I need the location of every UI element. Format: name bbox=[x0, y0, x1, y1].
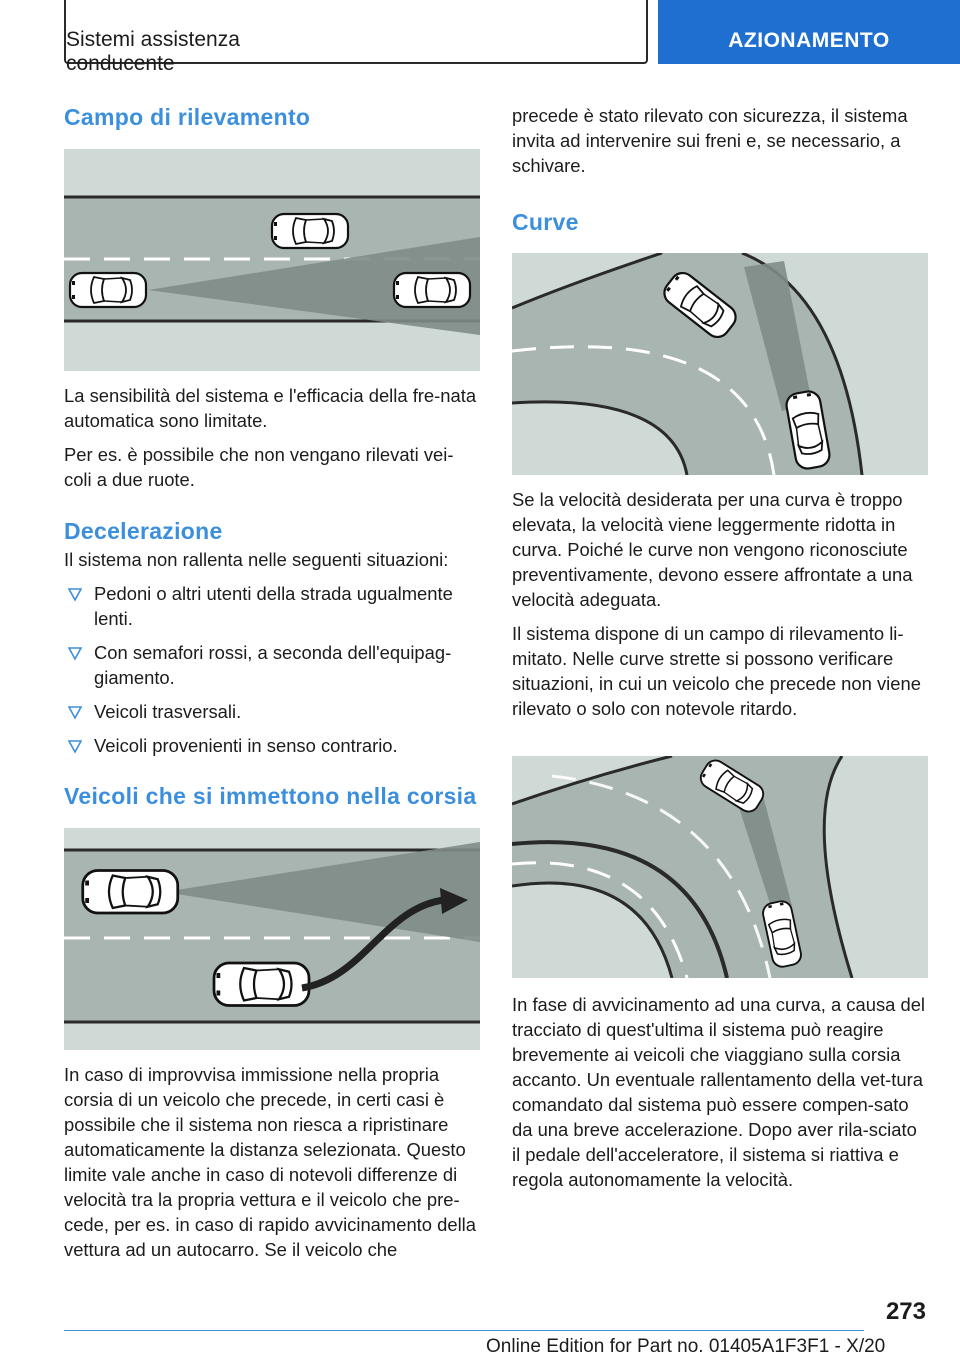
paragraph-continuation: precede è stato rilevato con sicurezza, il sistema invita ad intervenire sui freni e, se necessario, a schivare. bbox=[512, 105, 908, 176]
heading-veicoli-immettono: Veicoli che si immettono nella corsia bbox=[64, 783, 477, 810]
triangle-bullet-icon bbox=[68, 703, 82, 721]
figure-curve-adjacent bbox=[512, 756, 928, 978]
footer-divider bbox=[64, 1330, 864, 1331]
heading-curve: Curve bbox=[512, 209, 579, 235]
figure-curve-tight bbox=[512, 253, 928, 475]
heading-campo-rilevamento: Campo di rilevamento bbox=[64, 104, 311, 130]
triangle-bullet-icon bbox=[68, 585, 82, 603]
list-item: Pedoni o altri utenti della strada ugualmente lenti. bbox=[64, 581, 480, 631]
chapter-tab[interactable]: AZIONAMENTO bbox=[658, 0, 960, 64]
paragraph-esempio: Per es. è possibile che non vengano rilevati vei-coli a due ruote. bbox=[64, 443, 454, 490]
bullet-list-decelerazione bbox=[64, 581, 480, 758]
left-column bbox=[64, 96, 480, 1262]
paragraph-avvicinamento: In fase di avvicinamento ad una curva, a causa del tracciato di quest'ultima il sistema può reagire brevemente ai veicoli che viaggiano sulla corsia accanto. Un eventuale rallentamento della vet-tura comandato dal sistema può essere compen-sato da una breve accelerazione. Dopo aver rila-sciato il pedale dell'acceleratore, il sistema si riattiva e regola autonomamente la velocità. bbox=[512, 993, 926, 1190]
header-section-title: Sistemi assistenza conducente bbox=[66, 28, 240, 75]
paragraph-campo-limitato: Il sistema dispone di un campo di rilevamento li-mitato. Nelle curve strette si possono verificare situazioni, in cui un veicolo che precede non viene rilevato o solo con notevole ritardo. bbox=[512, 622, 921, 719]
paragraph-decel-intro: Il sistema non rallenta nelle seguenti situazioni: bbox=[64, 549, 449, 571]
list-item: Veicoli provenienti in senso contrario. bbox=[64, 733, 480, 758]
header-box bbox=[64, 0, 648, 75]
paragraph-immissione: In caso di improvvisa immissione nella propria corsia di un veicolo che precede, in certi casi è possibile che il sistema non riesca a ripristinare automaticamente la distanza selezionata. Questo limite vale anche in caso di notevoli differenze di velocità tra la propria vettura e il veicolo che pre-cede, per es. in caso di rapido avvicinamento della vettura ad un autocarro. Se il veicolo che bbox=[64, 1063, 476, 1260]
triangle-bullet-icon bbox=[68, 644, 82, 662]
figure-detection-range bbox=[64, 149, 480, 371]
list-item: Veicoli trasversali. bbox=[64, 699, 480, 724]
figure-vehicle-merging bbox=[64, 828, 480, 1050]
list-item: Con semafori rossi, a seconda dell'equipag-giamento. bbox=[64, 640, 480, 690]
heading-decelerazione: Decelerazione bbox=[64, 517, 223, 544]
paragraph-velocita: Se la velocità desiderata per una curva è troppo elevata, la velocità viene leggermente ridotta in curva. Poiché le curve non vengono riconosciute preventivamente, devono essere affrontate a una velocità adeguata. bbox=[512, 488, 913, 610]
triangle-bullet-icon bbox=[68, 737, 82, 755]
footer-edition: Online Edition for Part no. 01405A1F3F1 - X/20 bbox=[486, 1336, 886, 1357]
right-column bbox=[512, 96, 928, 1192]
page-number: 273 bbox=[885, 1298, 926, 1325]
paragraph-sensibilita: La sensibilità del sistema e l'efficacia della fre-nata automatica sono limitate. bbox=[64, 384, 477, 431]
